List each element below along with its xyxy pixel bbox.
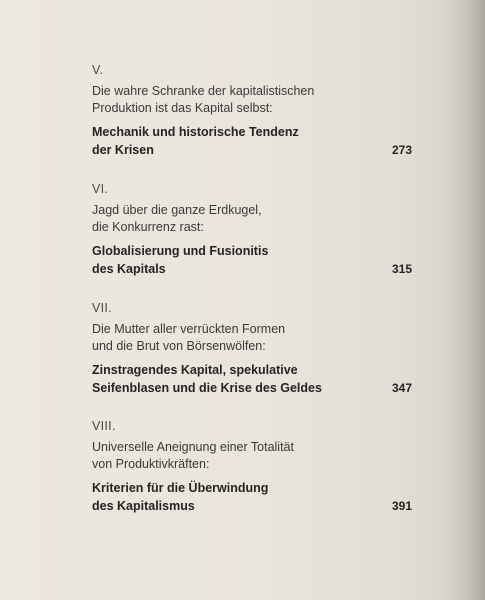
page-number: 315 <box>391 262 412 276</box>
section-intro-line: Die Mutter aller verrückten Formen <box>92 322 286 336</box>
chapter-heading-row <box>92 123 412 159</box>
page-edge-shadow <box>443 0 485 600</box>
section-intro-line: Universelle Aneignung einer Totalität <box>92 440 294 454</box>
section-intro-line: von Produktivkräften: <box>92 457 210 471</box>
section-intro-line: Die wahre Schranke der kapitalistischen <box>92 84 315 98</box>
section-intro-line: Produktion ist das Kapital selbst: <box>92 101 273 115</box>
page-number: 347 <box>391 381 412 395</box>
toc-section-vii <box>92 300 412 397</box>
chapter-heading-line: des Kapitalismus <box>92 499 195 513</box>
chapter-heading-row <box>92 479 412 515</box>
chapter-heading-line: Kriterien für die Überwindung <box>92 481 269 495</box>
toc-section-v <box>92 62 412 159</box>
toc-section-viii <box>92 418 412 515</box>
chapter-heading-line: der Krisen <box>92 143 154 157</box>
section-number: V. <box>92 63 104 77</box>
chapter-heading-row <box>92 242 412 278</box>
page-number: 391 <box>391 499 412 513</box>
chapter-heading-row <box>92 361 412 397</box>
chapter-heading-line: des Kapitals <box>92 262 166 276</box>
chapter-heading-line: Globalisierung und Fusionitis <box>92 244 269 258</box>
chapter-heading-line: Mechanik und historische Tendenz <box>92 125 299 139</box>
section-number: VI. <box>92 182 109 196</box>
section-number: VIII. <box>92 419 116 433</box>
toc-section-vi <box>92 181 412 278</box>
chapter-heading-line: Seifenblasen und die Krise des Geldes <box>92 381 322 395</box>
section-intro-line: Jagd über die ganze Erdkugel, <box>92 203 262 217</box>
chapter-heading-line: Zinstragendes Kapital, spekulative <box>92 363 298 377</box>
section-intro-line: die Konkurrenz rast: <box>92 220 204 234</box>
section-intro-line: und die Brut von Börsenwölfen: <box>92 339 266 353</box>
section-number: VII. <box>92 301 112 315</box>
page-number: 273 <box>391 143 412 157</box>
